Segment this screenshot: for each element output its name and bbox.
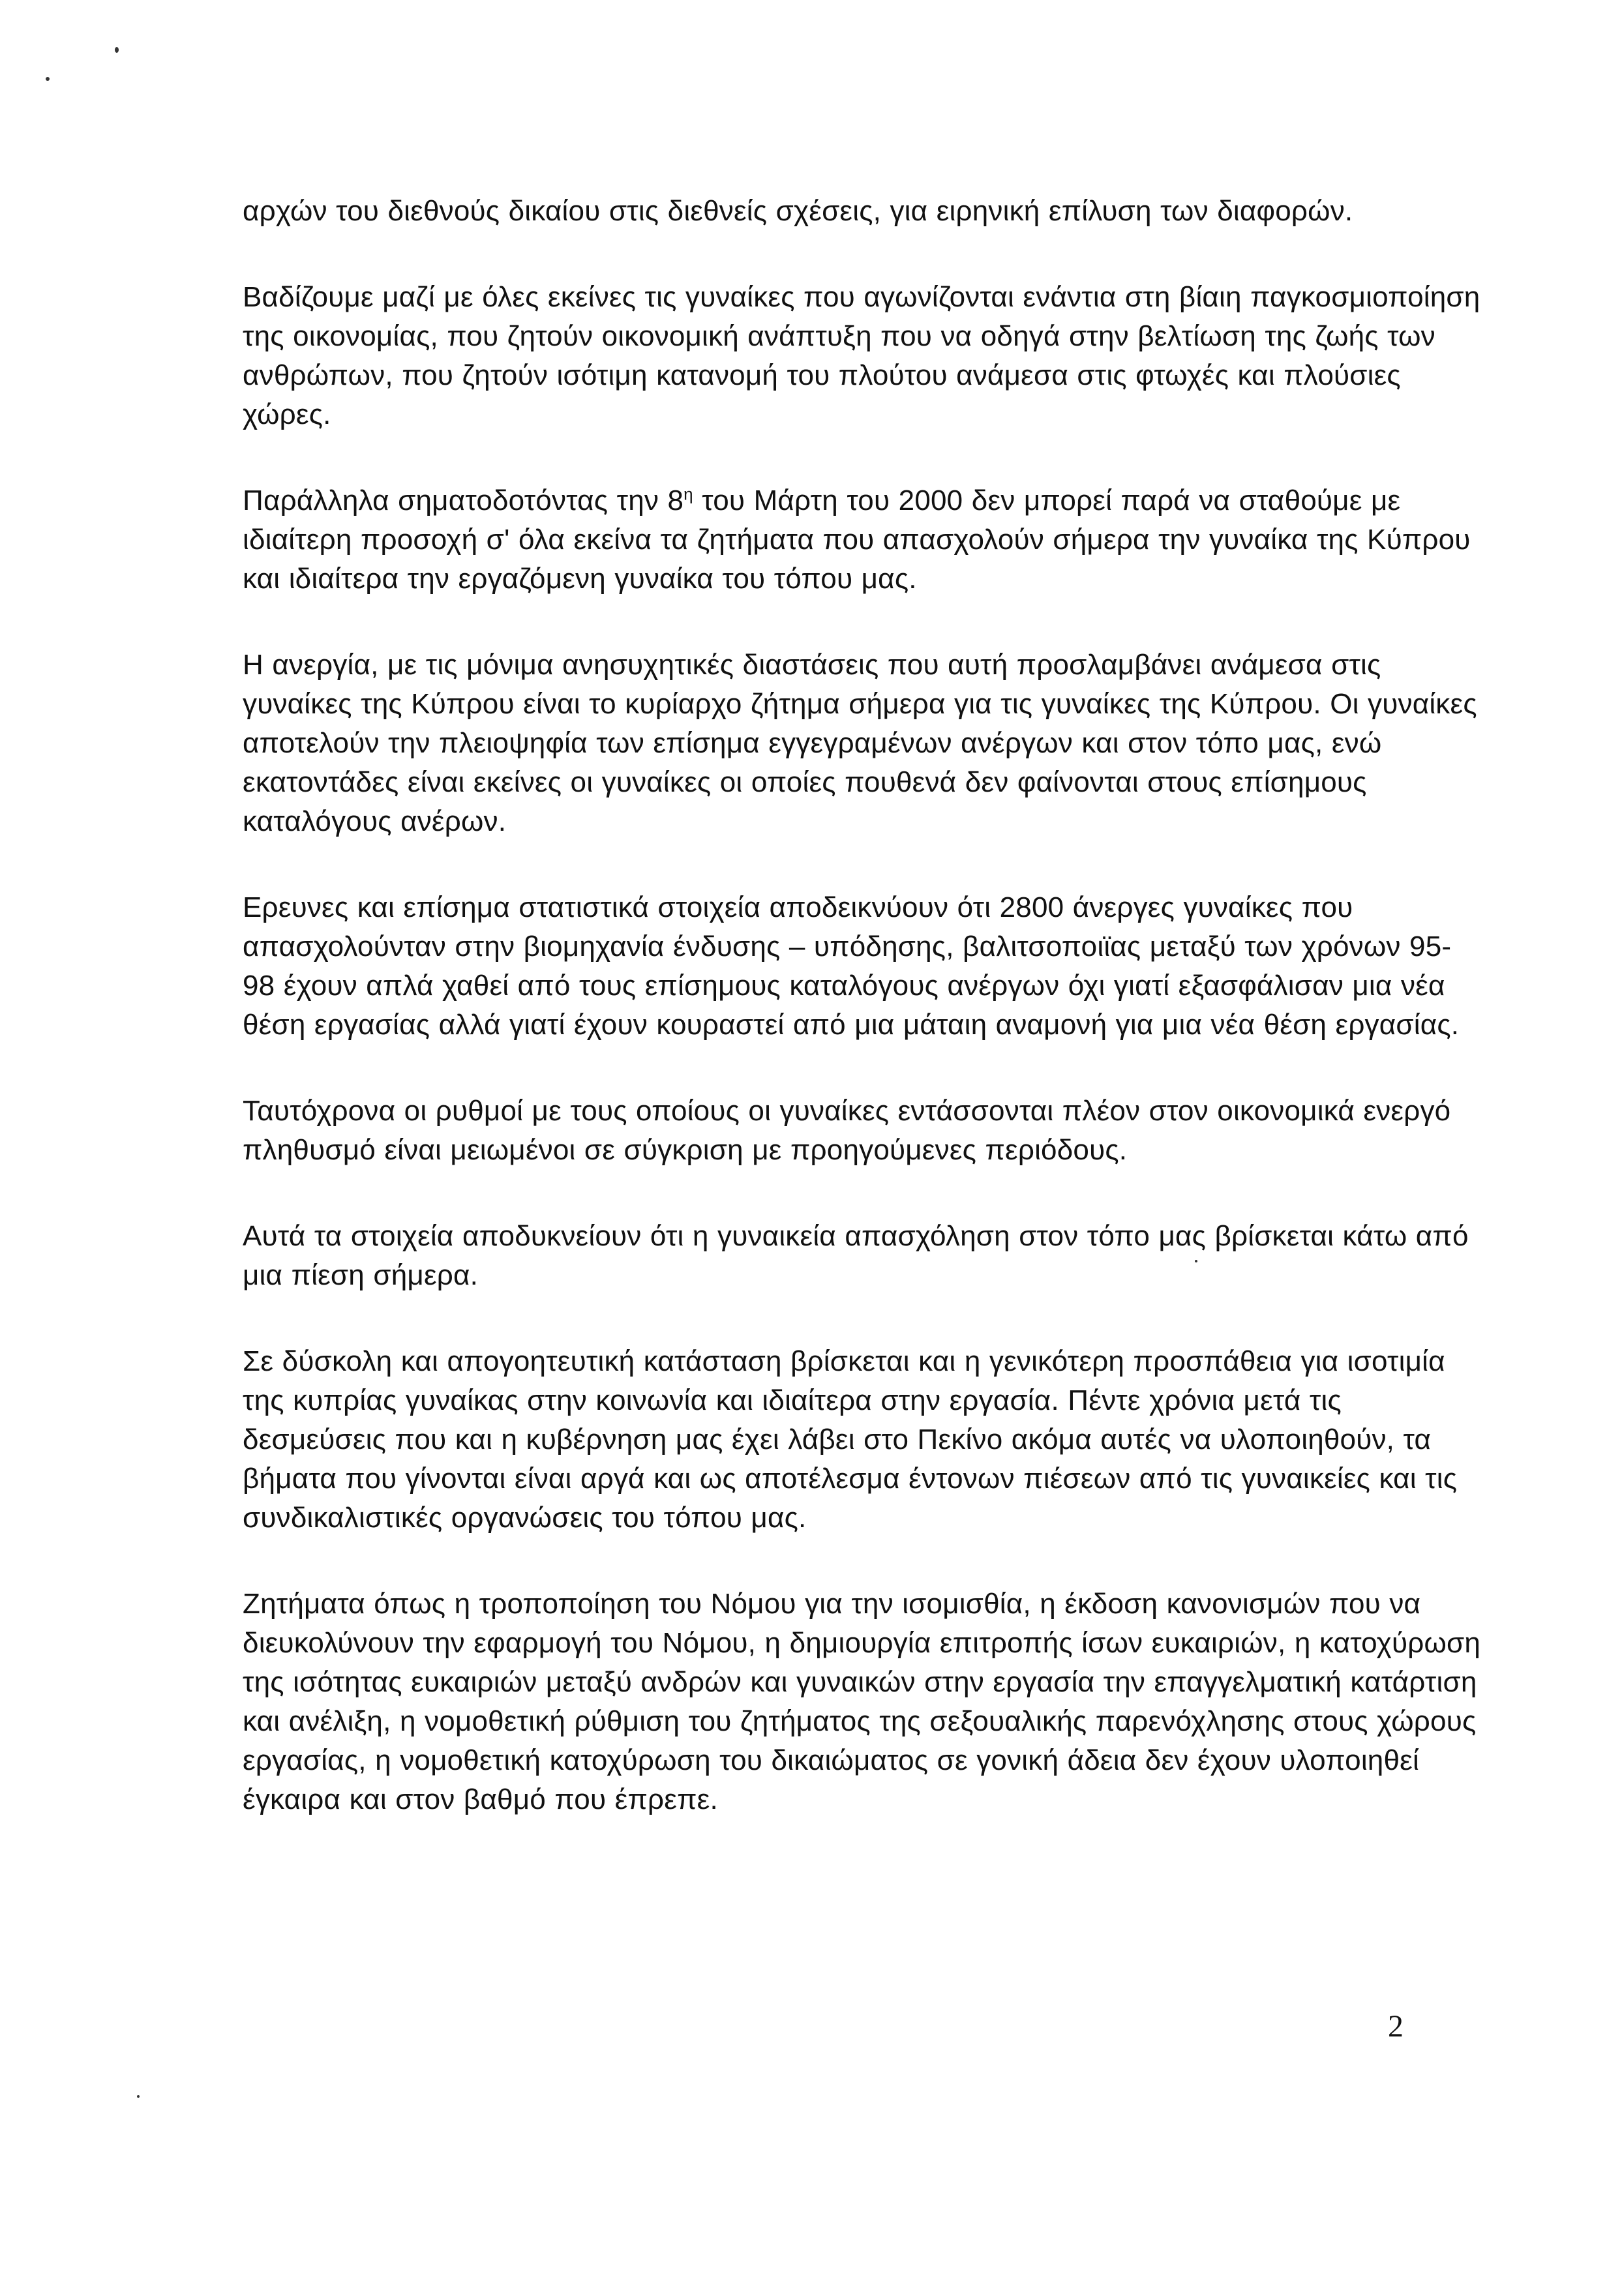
paragraph: Η ανεργία, με τις μόνιμα ανησυχητικές διαστάσεις που αυτή προσλαμβάνει ανάμεσα στις γυναίκες της Κύπρου είναι το κυρίαρχο ζήτημα σήμερα για τις γυναίκες της Κύπρου. Οι γυναίκες αποτελούν την πλειοψηφία των επίσημα εγγεγραμένων ανέργων και στον τόπο μας, ενώ εκατοντάδες είναι εκείνες οι γυναίκες οι οποίες πουθενά δεν φαίνονται στους επίσημους καταλόγους ανέρων. (243, 649, 1477, 837)
scan-speck (137, 2095, 140, 2098)
paragraph-text: του Μάρτη του 2000 δεν μπορεί παρά να σταθούμε με ιδιαίτερη προσοχή σ' όλα εκείνα τα ζητήματα που απασχολούν σήμερα την γυναίκα της Κύπρου και ιδιαίτερα την εργαζόμενη γυναίκα του τόπου μας. (243, 485, 1471, 595)
paragraph: Ζητήματα όπως η τροποποίηση του Νόμου για την ισομισθία, η έκδοση κανονισμών που να διευκολύνουν την εφαρμογή του Νόμου, η δημιουργία επιτροπής ίσων ευκαιριών, η κατοχύρωση της ισότητας ευκαιριών μεταξύ ανδρών και γυναικών στην εργασία την επαγγελματική κατάρτιση και ανέλιξη, η νομοθετική ρύθμιση του ζητήματος της σεξουαλικής παρενόχλησης στους χώρους εργασίας, η νομοθετική κατοχύρωση του δικαιώματος σε γονική άδεια δεν έχουν υλοποιηθεί έγκαιρα και στον βαθμό που έπρεπε. (243, 1588, 1481, 1815)
paragraph: Αυτά τα στοιχεία αποδυκνείουν ότι η γυναικεία απασχόληση στον τόπο μας βρίσκεται κάτω από μια πίεση σήμερα. (243, 1220, 1469, 1291)
paragraph: Σε δύσκολη και απογοητευτική κατάσταση βρίσκεται και η γενικότερη προσπάθεια για ισοτιμία της κυπρίας γυναίκας στην κοινωνία και ιδιαίτερα στην εργασία. Πέντε χρόνια μετά τις δεσμεύσεις που και η κυβέρνηση μας έχει λάβει στο Πεκίνο ακόμα αυτές να υλοποιηθούν, τα βήματα που γίνονται είναι αργά και ως αποτέλεσμα έντονων πιέσεων από τις γυναικείες και τις συνδικαλιστικές οργανώσεις του τόπου μας. (243, 1345, 1458, 1534)
page-number: 2 (1388, 2009, 1404, 2044)
paragraph: αρχών του διεθνούς δικαίου στις διεθνείς σχέσεις, για ειρηνική επίλυση των διαφορών. (243, 195, 1353, 227)
scan-speck (115, 47, 119, 53)
paragraph: Ερευνες και επίσημα στατιστικά στοιχεία αποδεικνύουν ότι 2800 άνεργες γυναίκες που απασχολούνταν στην βιομηχανία ένδυσης – υπόδησης, βαλιτσοποιϊας μεταξύ των χρόνων 95-98 έχουν απλά χαθεί από τους επίσημους καταλόγους ανέργων όχι γιατί εξασφάλισαν μια νέα θέση εργασίας αλλά γιατί έχουν κουραστεί από μια μάταιη αναμονή για μια νέα θέση εργασίας. (243, 891, 1460, 1041)
scan-speck (46, 77, 50, 81)
paragraph-text: Παράλληλα σηματοδοτόντας την 8 (243, 485, 684, 516)
paragraph (243, 481, 1482, 599)
superscript: η (683, 484, 693, 504)
paragraph: Βαδίζουμε μαζί με όλες εκείνες τις γυναίκες που αγωνίζονται ενάντια στη βίαιη παγκοσμιοποίηση της οικονομίας, που ζητούν οικονομική ανάπτυξη που να οδηγά στην βελτίωση της ζωής των ανθρώπων, που ζητούν ισότιμη κατανομή του πλούτου ανάμεσα στις φτωχές και πλούσιες χώρες. (243, 281, 1480, 430)
paragraph: Ταυτόχρονα οι ρυθμοί με τους οποίους οι γυναίκες εντάσσονται πλέον στον οικονομικά ενεργό πληθυσμό είναι μειωμένοι σε σύγκριση με προηγούμενες περιόδους. (243, 1095, 1451, 1166)
document-body (243, 192, 1482, 1866)
